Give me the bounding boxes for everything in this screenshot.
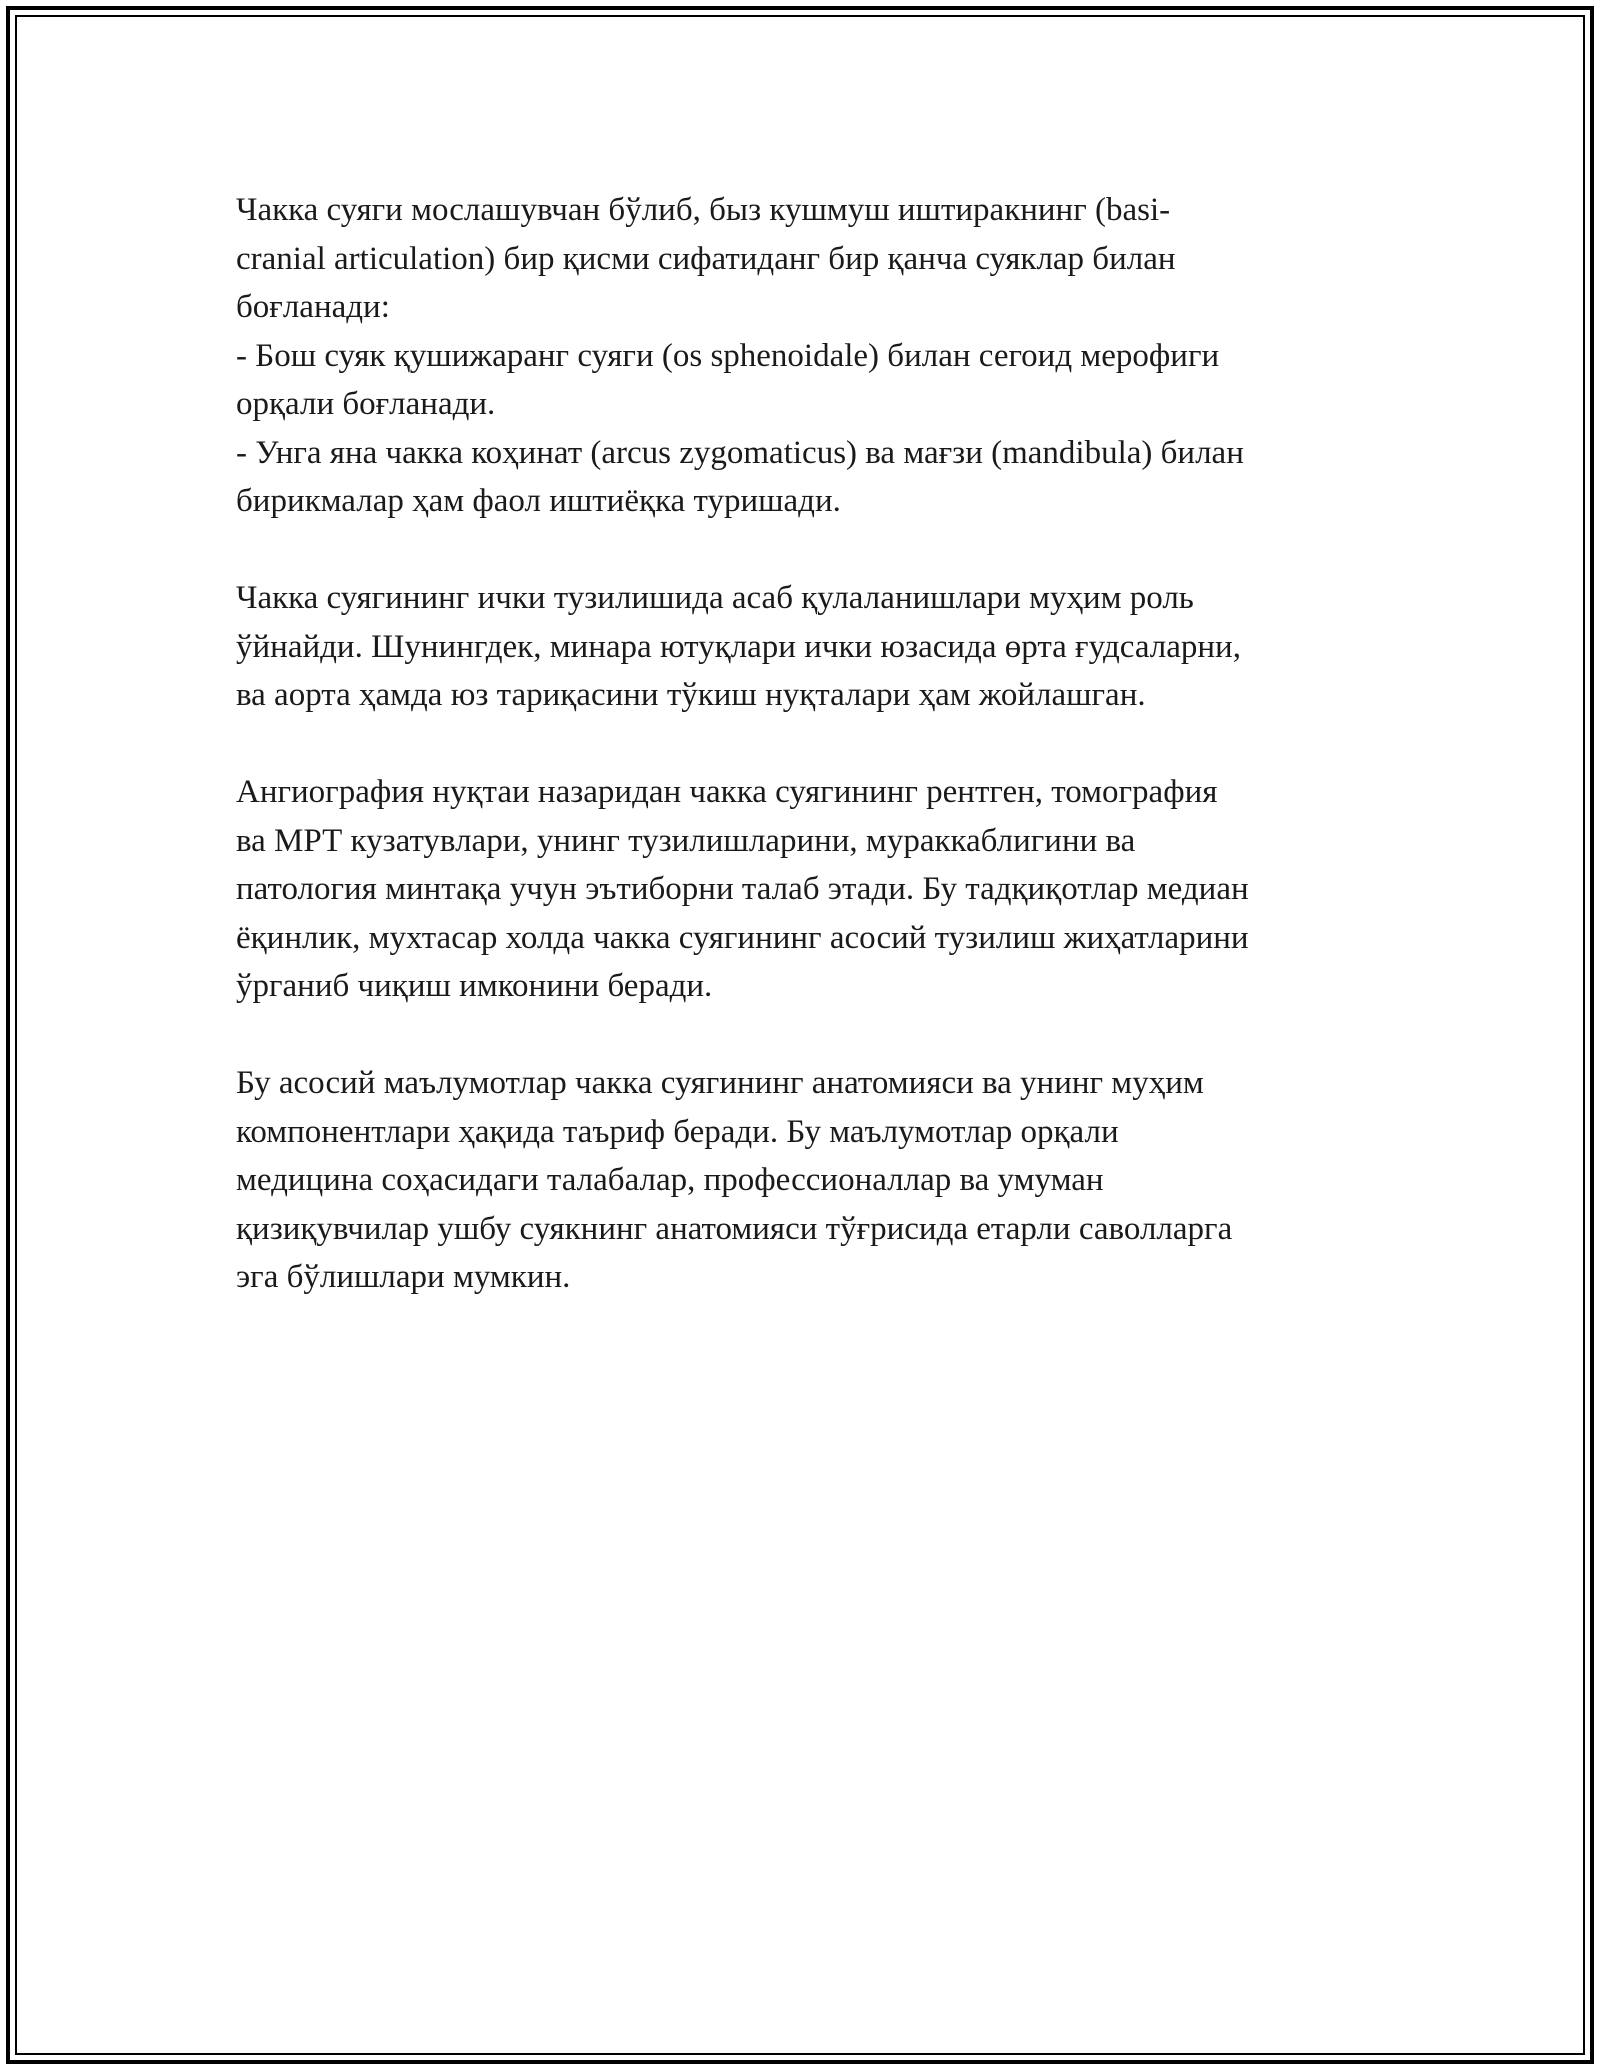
text-line: патология минтақа учун эътиборни талаб этади. Бу тадқиқотлар медиан	[236, 871, 1249, 907]
text-line: компонентлари ҳақида таъриф беради. Бу маълумотлар орқали	[236, 1113, 1119, 1150]
text-line: орқали боғланади.	[236, 386, 496, 422]
text-line: Ангиография нуқтаи назаридан чакка суягининг рентген, томография	[236, 774, 1218, 810]
text-line: қизиқувчилар ушбу суякнинг анатомияси тўғрисида етарли саволларга	[236, 1210, 1233, 1247]
text-line: медицина соҳасидаги талабалар, профессионаллар ва умуман	[236, 1162, 1104, 1198]
text-line: cranial articulation) бир қисми сифатиданг бир қанча суяклар билан	[236, 240, 1176, 277]
text-line: эга бўлишлари мумкин.	[236, 1259, 571, 1295]
text-line: боғланади:	[236, 289, 390, 325]
paragraph-internal-structure	[236, 574, 1376, 720]
text-line: Чакка суяги мослашувчан бўлиб, быз кушмуш иштиракнинг (basi-	[236, 192, 1171, 228]
text-line: бирикмалар ҳам фаол иштиёқка туришади.	[236, 483, 841, 519]
text-line: ёқинлик, мухтасар холда чакка суягининг асосий тузилиш жиҳатларини	[236, 919, 1249, 956]
text-line: Бу асосий маълумотлар чакка суягининг анатомияси ва унинг муҳим	[236, 1065, 1204, 1101]
paragraph-summary	[236, 1059, 1376, 1302]
paragraph-articulation	[236, 186, 1376, 526]
text-line: ва МРТ кузатувлари, унинг тузилишларини, мураккаблигини ва	[236, 822, 1136, 859]
text-line: ва аорта ҳамда юз тариқасини тўкиш нуқталари ҳам жойлашган.	[236, 677, 1146, 713]
text-line: - Унга яна чакка коҳинат (arcus zygomaticus) ва мағзи (mandibula) билан	[236, 434, 1244, 471]
paragraph-angiography	[236, 768, 1376, 1011]
text-line: Чакка суягининг ички тузилишида асаб қулаланишлари муҳим роль	[236, 580, 1194, 616]
text-line: - Бош суяк қушижаранг суяги (os sphenoidale) билан сегоид мерофиги	[236, 337, 1220, 374]
document-body	[236, 186, 1376, 1350]
text-line: ўрганиб чиқиш имконини беради.	[236, 968, 713, 1004]
text-line: ўйнайди. Шунингдек, минара ютуқлари ички юзасида өрта ғудсаларни,	[236, 628, 1241, 665]
